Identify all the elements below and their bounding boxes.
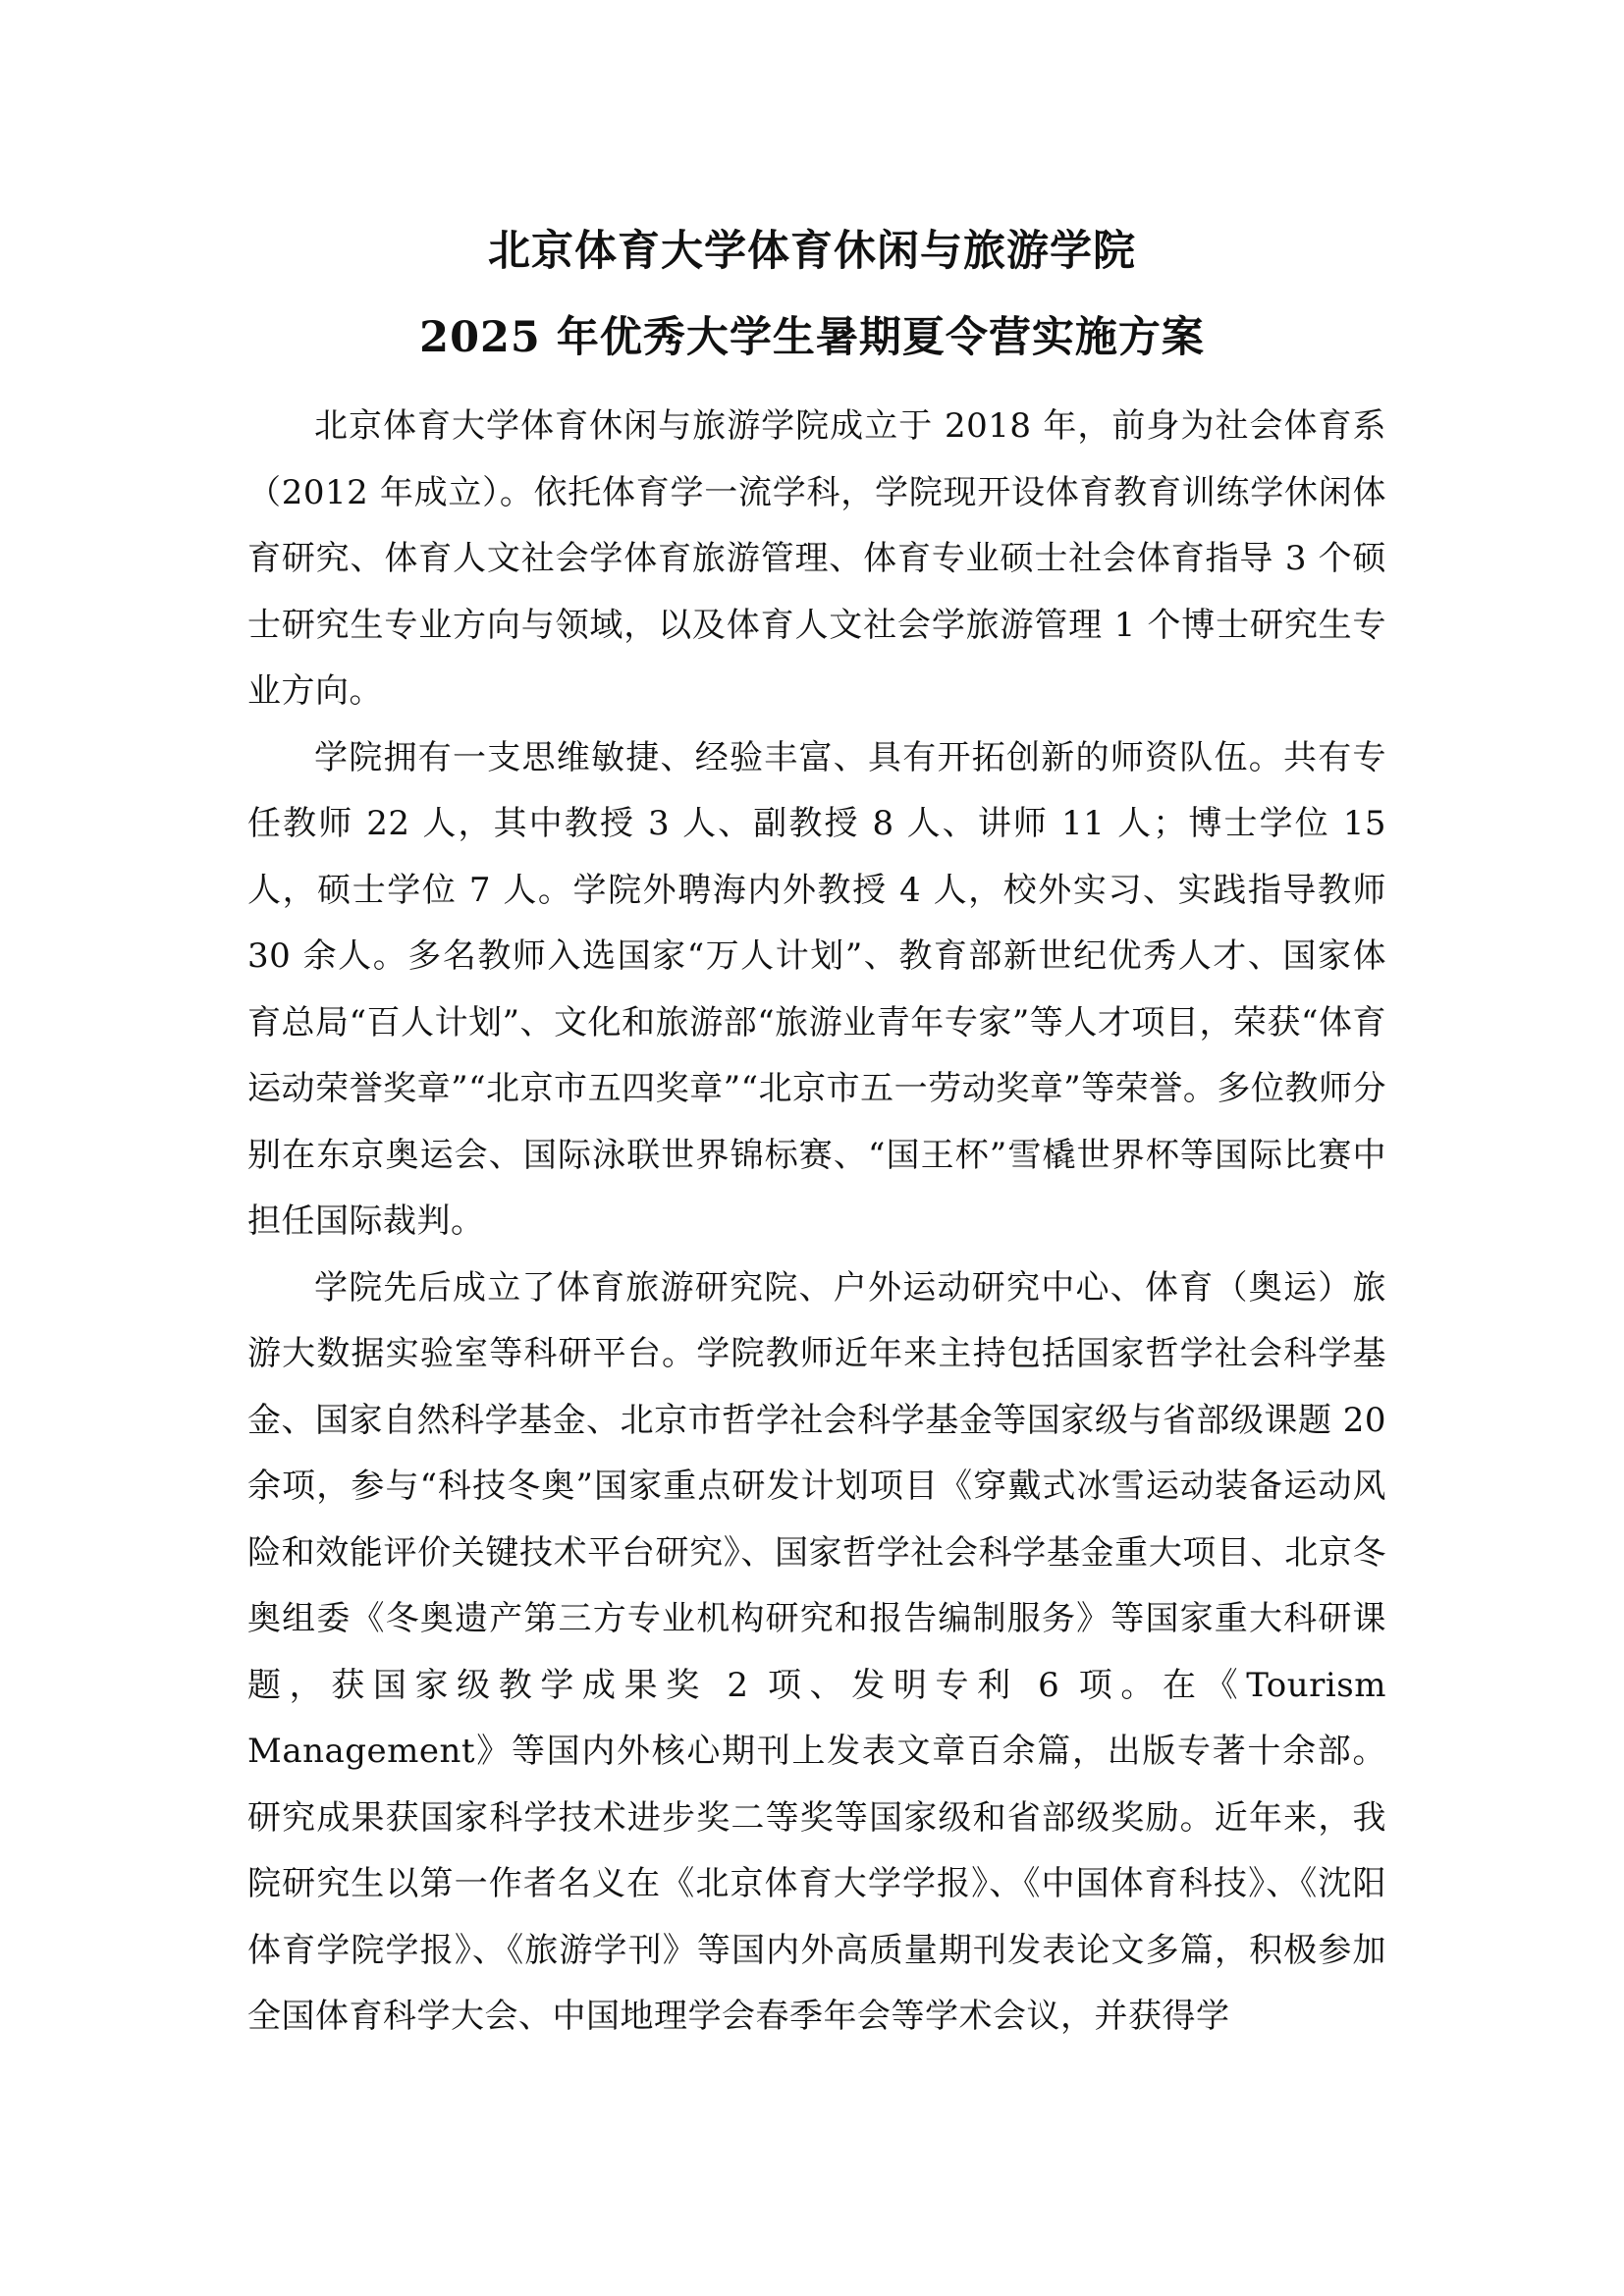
paragraph-research: 学院先后成立了体育旅游研究院、户外运动研究中心、体育（奥运）旅游大数据实验室等科研平台。学院教师近年来主持包括国家哲学社会科学基金、国家自然科学基金、北京市哲学社会科学基金等国家级与省部级课题 20 余项，参与“科技冬奥”国家重点研发计划项目《穿戴式冰雪运动装备运动风险和效能评价关键技术平台研究》、国家哲学社会科学基金重大项目、北京冬奥组委《冬奥遗产第三方专业机构研究和报告编制服务》等国家重大科研课题，获国家级教学成果奖 2 项、发明专利 6 项。在《Tourism Management》等国内外核心期刊上发表文章百余篇，出版专著十余部。研究成果获国家科学技术进步奖二等奖等国家级和省部级奖励。近年来，我院研究生以第一作者名义在《北京体育大学学报》、《中国体育科技》、《沈阳体育学院学报》、《旅游学刊》等国内外高质量期刊发表论文多篇，积极参加全国体育科学大会、中国地理学会春季年会等学术会议，并获得学 <box>247 1267 1386 2036</box>
paragraph-faculty: 学院拥有一支思维敏捷、经验丰富、具有开拓创新的师资队伍。共有专任教师 22 人，其中教授 3 人、副教授 8 人、讲师 11 人；博士学位 15 人，硕士学位 7 人。学院外聘海内外教授 4 人，校外实习、实践指导教师 30 余人。多名教师入选国家“万人计划”、教育部新世纪优秀人才、国家体育总局“百人计划”、文化和旅游部“旅游业青年专家”等人才项目，荣获“体育运动荣誉奖章”“北京市五四奖章”“北京市五一劳动奖章”等荣誉。多位教师分别在东京奥运会、国际泳联世界锦标赛、“国王杯”雪橇世界杯等国际比赛中担任国际裁判。 <box>247 737 1386 1241</box>
title-line-2: 2025 年优秀大学生暑期夏令营实施方案 <box>419 313 1205 362</box>
document-body <box>247 394 1386 2051</box>
title-line-1: 北京体育大学体育休闲与旅游学院 <box>488 227 1136 276</box>
paragraph-college-overview: 北京体育大学体育休闲与旅游学院成立于 2018 年，前身为社会体育系（2012 年成立）。依托体育学一流学科，学院现开设体育教育训练学休闲体育研究、体育人文社会学体育旅游管理、体育专业硕士社会体育指导 3 个硕士研究生专业方向与领域，以及体育人文社会学旅游管理 1 个博士研究生专业方向。 <box>247 406 1386 711</box>
document-title <box>0 208 1624 381</box>
